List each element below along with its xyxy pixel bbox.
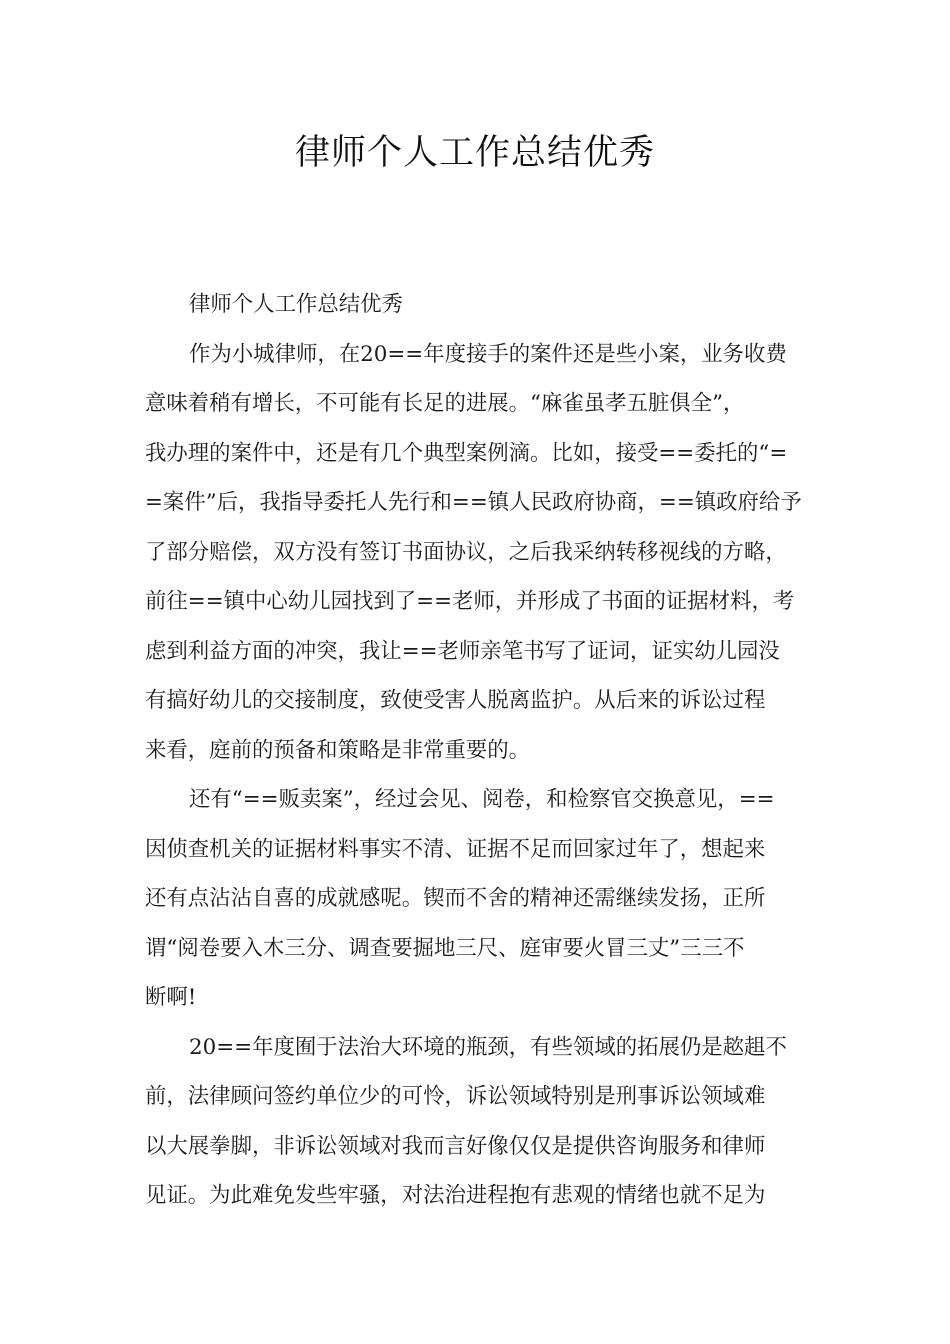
paragraph-first-line: 还有“==贩卖案”，经过会见、阅卷，和检察官交换意见，== (189, 787, 775, 812)
paragraph-line: 谓“阅卷要入木三分、调查要掘地三尺、庭审要火冒三丈”三三不 (145, 935, 745, 961)
paragraph-line: 前，法律顾问签约单位少的可怜，诉讼领域特别是刑事诉讼领域难 (145, 1084, 766, 1109)
paragraph-line: 见证。为此难免发些牢骚，对法治进程抱有悲观的情绪也就不足为 (145, 1183, 766, 1208)
document-body (145, 280, 813, 1221)
paragraph-line: 前往==镇中心幼儿园找到了==老师，并形成了书面的证据材料，考 (145, 589, 795, 614)
paragraph-line: 我办理的案件中，还是有几个典型案例滴。比如，接受==委托的“= (145, 440, 788, 466)
paragraph-line: =案件”后，我指导委托人先行和==镇人民政府协商，==镇政府给予 (145, 490, 802, 515)
paragraph-first-line: 作为小城律师，在20==年度接手的案件还是些小案，业务收费 (189, 341, 787, 367)
paragraph-line: 了部分赔偿，双方没有签订书面协议，之后我采纳转移视线的方略， (145, 539, 787, 565)
paragraph-line: 意味着稍有增长，不可能有长足的进展。“麻雀虽孝五脏俱全”， (145, 391, 745, 416)
paragraph-line: 以大展拳脚，非诉讼领域对我而言好像仅仅是提供咨询服务和律师 (145, 1133, 766, 1159)
document-title: 律师个人工作总结优秀 (294, 133, 655, 173)
paragraph-first-line: 20==年度囿于法治大环境的瓶颈，有些领域的拓展仍是趑趄不 (189, 1034, 787, 1060)
paragraph-first-line: 律师个人工作总结优秀 (189, 292, 403, 317)
paragraph-line: 断啊! (145, 985, 197, 1010)
paragraph-line: 来看，庭前的预备和策略是非常重要的。 (145, 737, 531, 763)
paragraph-line: 因侦查机关的证据材料事实不清、证据不足而回家过年了，想起来 (145, 836, 766, 862)
paragraph-line: 还有点沾沾自喜的成就感呢。锲而不舍的精神还需继续发扬，正所 (145, 886, 766, 911)
paragraph-line: 有搞好幼儿的交接制度，致使受害人脱离监护。从后来的诉讼过程 (145, 688, 766, 713)
paragraph-line: 虑到利益方面的冲突，我让==老师亲笔书写了证词，证实幼儿园没 (145, 638, 780, 664)
